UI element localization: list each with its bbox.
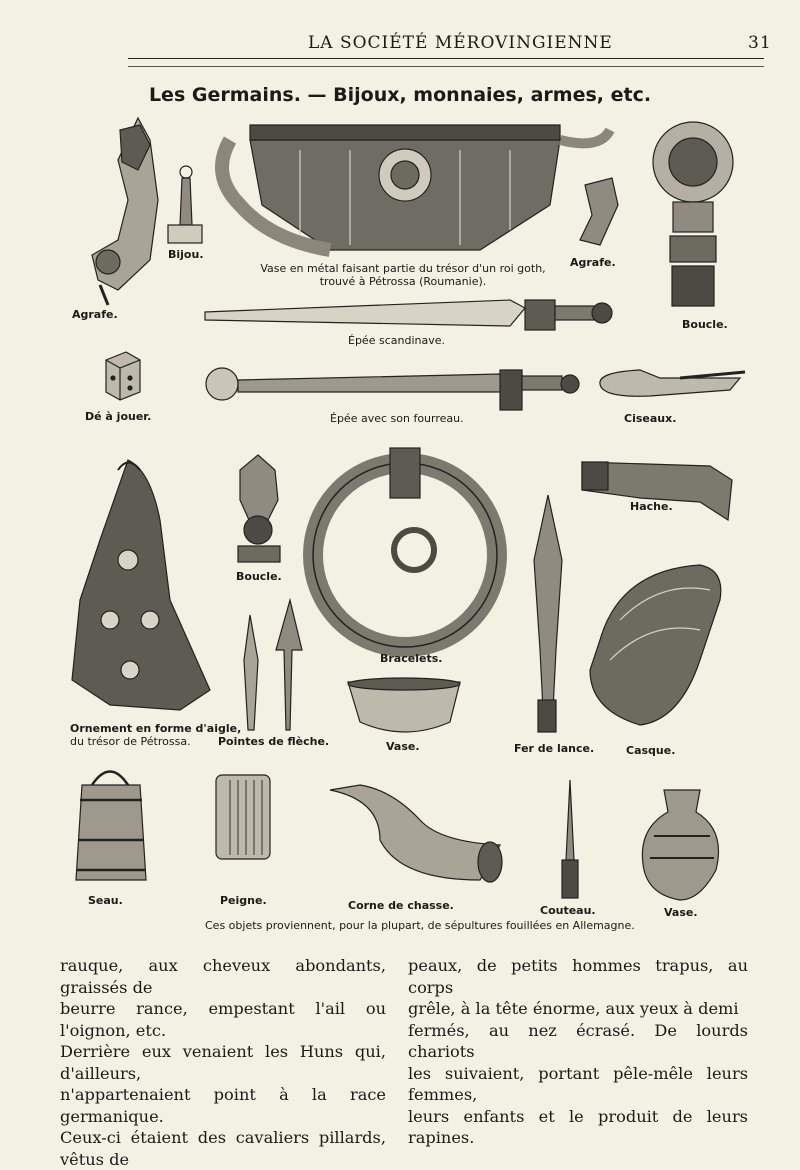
caption-de-a-jouer: Dé à jouer.: [85, 410, 152, 423]
caption-fer-de-lance: Fer de lance.: [514, 742, 595, 755]
caption-agrafe-right: Agrafe.: [570, 256, 616, 269]
casque-illustration: [590, 565, 721, 725]
bijou-illustration: [168, 166, 202, 243]
running-title: LA SOCIÉTÉ MÉROVINGIENNE: [308, 33, 613, 53]
caption-boucle-middle: Boucle.: [236, 570, 282, 583]
text-line: Derrière eux venaient les Huns qui, d'ailleurs,: [60, 1042, 386, 1083]
caption-ciseaux: Ciseaux.: [624, 412, 677, 425]
caption-casque: Casque.: [626, 744, 676, 757]
seau-illustration: [76, 772, 146, 881]
fer-de-lance-illustration: [534, 495, 562, 732]
vase-right-illustration: [642, 790, 718, 900]
corne-illustration: [330, 785, 502, 882]
caption-epee-fourreau: Épée avec son fourreau.: [330, 412, 464, 425]
epee-fourreau-illustration: [206, 368, 579, 410]
couteau-illustration: [562, 780, 578, 898]
text-line: rauque, aux cheveux abondants, graissés de: [60, 956, 386, 997]
agrafe-left-illustration: [92, 118, 158, 305]
caption-pointes: Pointes de flèche.: [218, 735, 330, 748]
de-a-jouer-illustration: [106, 352, 140, 400]
bracelets-illustration: [313, 448, 497, 647]
caption-bijou: Bijou.: [168, 248, 204, 261]
page-number: 31: [748, 33, 772, 53]
caption-couteau: Couteau.: [540, 904, 596, 917]
ciseaux-illustration: [600, 370, 745, 396]
text-line: grêle, à la tête énorme, aux yeux à demi: [408, 999, 739, 1018]
text-line: les suivaient, portant pêle-mêle leurs femmes,: [408, 1063, 748, 1104]
caption-ornement-line2: du trésor de Pétrossa.: [70, 735, 191, 748]
caption-boucle-right: Boucle.: [682, 318, 728, 331]
boucle-middle-illustration: [238, 455, 280, 562]
vase-petrossa-illustration: [222, 125, 610, 250]
text-right-column: [408, 955, 748, 1149]
caption-vase-middle: Vase.: [386, 740, 420, 753]
plate-title: Les Germains. — Bijoux, monnaies, armes, etc.: [148, 84, 652, 106]
text-line: beurre rance, empestant l'ail ou l'oignon, etc.: [60, 999, 386, 1040]
text-line: fermés, au nez écrasé. De lourds chariots: [408, 1020, 748, 1061]
agrafe-right-illustration: [580, 178, 618, 245]
text-left-column: [60, 955, 386, 1170]
caption-agrafe-left: Agrafe.: [72, 308, 118, 321]
caption-vase-right: Vase.: [664, 906, 698, 919]
caption-hache: Hache.: [630, 500, 673, 513]
text-line: Ceux-ci étaient des cavaliers pillards, vêtus de: [60, 1128, 386, 1169]
caption-epee-scandinave: Épée scandinave.: [348, 334, 445, 347]
plate-footnote: Ces objets proviennent, pour la plupart, de sépultures fouillées en Allemagne.: [205, 919, 635, 932]
text-line: leurs enfants et le produit de leurs rapines.: [408, 1106, 748, 1147]
ornement-aigle-illustration: [72, 460, 210, 710]
pointes-fleche-illustration: [244, 600, 302, 730]
caption-bracelets: Bracelets.: [380, 652, 443, 665]
epee-scandinave-illustration: [205, 300, 612, 330]
caption-peigne: Peigne.: [220, 894, 267, 907]
boucle-right-illustration: [653, 122, 733, 306]
caption-corne: Corne de chasse.: [348, 899, 454, 912]
caption-ornement-line1: Ornement en forme d'aigle,: [70, 722, 242, 735]
text-line: n'appartenaient point à la race germanique.: [60, 1085, 386, 1126]
caption-vase-petrossa: Vase en métal faisant partie du trésor d'un roi goth, trouvé à Pétrossa (Roumanie).: [260, 262, 546, 288]
caption-seau: Seau.: [88, 894, 123, 907]
peigne-illustration: [216, 775, 270, 859]
vase-middle-illustration: [348, 678, 460, 732]
text-line: peaux, de petits hommes trapus, au corps: [408, 956, 748, 997]
